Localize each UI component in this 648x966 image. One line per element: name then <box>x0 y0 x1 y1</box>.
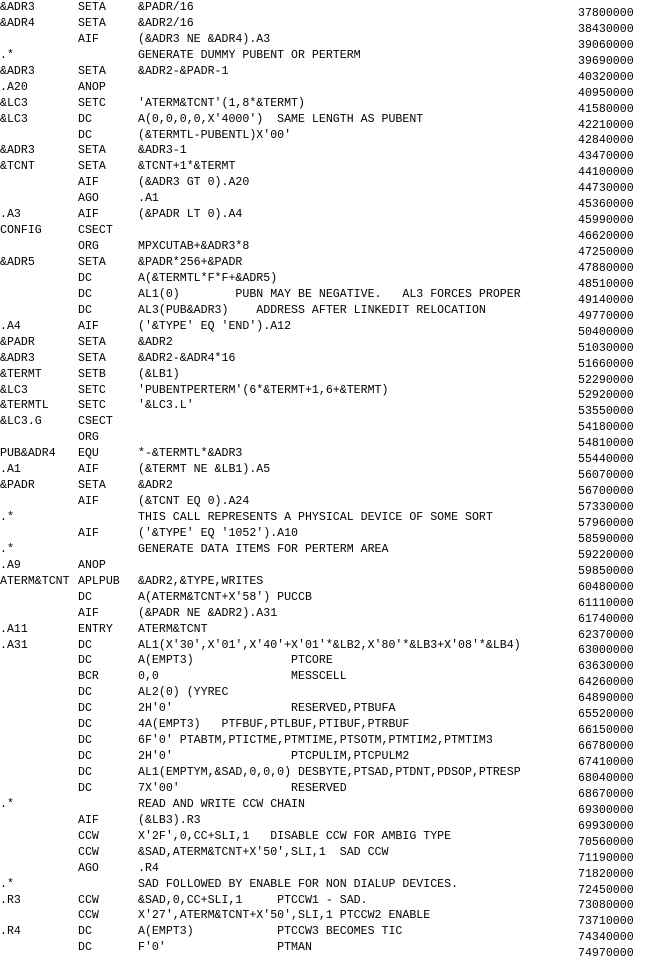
line-sequence-number: 64890000 <box>578 692 634 706</box>
line-operand: 2H'0' RESERVED,PTBUFA <box>138 702 396 716</box>
line-operand: (&ADR3 GT 0).A20 <box>138 176 250 190</box>
line-label: .A9 <box>0 558 21 572</box>
line-operation: SETB <box>78 367 106 381</box>
line-sequence-number: 53550000 <box>578 405 634 419</box>
source-line <box>0 574 648 594</box>
source-line <box>0 64 648 84</box>
line-label: .* <box>0 542 14 556</box>
line-operation: AIF <box>78 606 99 620</box>
source-line <box>0 367 648 387</box>
line-sequence-number: 56700000 <box>578 485 634 499</box>
line-operation: DC <box>78 734 92 748</box>
line-sequence-number: 61110000 <box>578 596 634 610</box>
line-sequence-number: 65520000 <box>578 708 634 722</box>
line-sequence-number: 66150000 <box>578 724 634 738</box>
line-operation: CCW <box>78 893 99 907</box>
line-operation: DC <box>78 750 92 764</box>
line-operation: DC <box>78 271 92 285</box>
line-operand: GENERATE DUMMY PUBENT OR PERTERM <box>138 48 361 62</box>
source-line <box>0 924 648 945</box>
line-operand: (&LB3).R3 <box>138 813 201 827</box>
line-sequence-number: 68670000 <box>578 787 634 801</box>
source-line <box>0 861 648 881</box>
line-operand: AL1(0) PUBN MAY BE NEGATIVE. AL3 FORCES PROPER <box>138 287 521 301</box>
source-line <box>0 462 648 483</box>
line-sequence-number: 54810000 <box>578 437 634 451</box>
line-sequence-number: 45360000 <box>578 198 634 212</box>
line-operation: SETA <box>78 1 106 14</box>
source-line <box>0 669 648 690</box>
source-line <box>0 749 648 770</box>
line-operand: 2H'0' PTCPULIM,PTCPULM2 <box>138 750 410 764</box>
line-operand: A(EMPT3) PTCORE <box>138 654 333 668</box>
line-label: &LC3 <box>0 112 28 126</box>
line-operand: (&TERMT NE &LB1).A5 <box>138 463 271 477</box>
source-line <box>0 303 648 323</box>
source-line <box>0 414 648 435</box>
line-sequence-number: 63000000 <box>578 644 634 658</box>
source-line <box>0 128 648 148</box>
line-operation: AIF <box>78 319 99 333</box>
line-operand: 'ATERM&TCNT'(1,8*&TERMT) <box>138 96 305 110</box>
line-sequence-number: 57330000 <box>578 501 634 515</box>
line-sequence-number: 62370000 <box>578 628 634 642</box>
source-line <box>0 319 648 339</box>
source-line <box>0 638 648 658</box>
line-sequence-number: 44100000 <box>578 166 634 180</box>
line-sequence-number: 37800000 <box>578 6 634 20</box>
line-label: CONFIG <box>0 224 42 238</box>
source-line <box>0 765 648 785</box>
line-operation: BCR <box>78 670 99 684</box>
line-sequence-number: 39690000 <box>578 54 634 68</box>
line-operation: DC <box>78 128 92 142</box>
line-operation: DC <box>78 287 92 301</box>
line-sequence-number: 52920000 <box>578 389 634 403</box>
line-label: .A3 <box>0 208 21 222</box>
source-line <box>0 733 648 754</box>
line-sequence-number: 71820000 <box>578 867 634 881</box>
line-label: &ADR3 <box>0 144 35 158</box>
line-label: .* <box>0 877 14 891</box>
line-operation: APLPUB <box>78 574 120 588</box>
source-line <box>0 16 648 36</box>
source-line <box>0 96 648 116</box>
line-operation: DC <box>78 686 92 700</box>
line-sequence-number: 60480000 <box>578 580 634 594</box>
line-sequence-number: 58590000 <box>578 532 634 546</box>
line-operand: 4A(EMPT3) PTFBUF,PTLBUF,PTIBUF,PTRBUF <box>138 718 410 732</box>
line-sequence-number: 71190000 <box>578 851 634 865</box>
line-operand: SAD FOLLOWED BY ENABLE FOR NON DIALUP DEVICES. <box>138 877 459 891</box>
source-line <box>0 558 648 578</box>
line-operand: 'PUBENTPERTERM'(6*&TERMT+1,6+&TERMT) <box>138 383 389 397</box>
line-operand: *-&TERMTL*&ADR3 <box>138 447 243 461</box>
line-operation: CCW <box>78 845 99 859</box>
line-operand: (&PADR LT 0).A4 <box>138 208 243 222</box>
line-sequence-number: 69300000 <box>578 803 634 817</box>
line-sequence-number: 42840000 <box>578 134 634 148</box>
line-label: &ADR5 <box>0 256 35 269</box>
line-label: &TERMT <box>0 367 42 381</box>
line-sequence-number: 47250000 <box>578 246 634 260</box>
line-operation: CSECT <box>78 224 113 238</box>
line-operand: (&ADR3 NE &ADR4).A3 <box>138 32 271 46</box>
source-line <box>0 685 648 706</box>
line-operation: AIF <box>78 813 99 827</box>
source-line <box>0 908 648 929</box>
line-sequence-number: 73080000 <box>578 899 634 913</box>
line-operand: 0,0 MESSCELL <box>138 670 347 684</box>
line-sequence-number: 64260000 <box>578 676 634 690</box>
line-operand: READ AND WRITE CCW CHAIN <box>138 797 305 811</box>
line-sequence-number: 49140000 <box>578 293 634 307</box>
line-operation: DC <box>78 112 92 126</box>
source-line <box>0 845 648 865</box>
line-operation: DC <box>78 638 92 652</box>
line-operand: .R4 <box>138 861 159 875</box>
line-operand: &PADR/16 <box>138 1 194 14</box>
source-line <box>0 271 648 291</box>
line-label: .A1 <box>0 463 21 477</box>
line-operand: MPXCUTAB+&ADR3*8 <box>138 240 250 254</box>
source-line <box>0 239 648 260</box>
line-operand: &SAD,0,CC+SLI,1 PTCCW1 - SAD. <box>138 893 368 907</box>
line-label: &LC3.G <box>0 415 42 429</box>
line-operation: SETA <box>78 160 106 174</box>
line-label: .* <box>0 797 14 811</box>
line-operand: ('&TYPE' EQ '1052').A10 <box>138 526 299 540</box>
line-sequence-number: 40950000 <box>578 86 634 100</box>
line-operation: SETA <box>78 335 106 349</box>
line-sequence-number: 72450000 <box>578 883 634 897</box>
line-operation: DC <box>78 702 92 716</box>
line-label: &TCNT <box>0 160 35 174</box>
line-sequence-number: 43470000 <box>578 150 634 164</box>
line-operand: F'0' PTMAN <box>138 941 312 955</box>
line-operand: ('&TYPE' EQ 'END').A12 <box>138 319 292 333</box>
source-line <box>0 494 648 515</box>
line-operation: SETA <box>78 64 106 78</box>
source-line <box>0 653 648 674</box>
line-sequence-number: 44730000 <box>578 182 634 196</box>
line-sequence-number: 56070000 <box>578 469 634 483</box>
line-operand: (&PADR NE &ADR2).A31 <box>138 606 278 620</box>
line-sequence-number: 51030000 <box>578 341 634 355</box>
line-operation: SETA <box>78 144 106 158</box>
line-operand: &ADR2,&TYPE,WRITES <box>138 574 264 588</box>
line-operation: DC <box>78 718 92 732</box>
line-sequence-number: 51660000 <box>578 357 634 371</box>
line-operation: AGO <box>78 861 99 875</box>
line-operand: .A1 <box>138 192 159 206</box>
line-operation: ANOP <box>78 80 106 94</box>
line-operation: ORG <box>78 240 99 254</box>
line-label: .* <box>0 48 14 62</box>
line-sequence-number: 48510000 <box>578 277 634 291</box>
line-operation: EQU <box>78 447 99 461</box>
source-line <box>0 829 648 849</box>
line-operation: ENTRY <box>78 622 113 636</box>
line-label: .A11 <box>0 622 28 636</box>
source-line <box>0 0 648 20</box>
line-label: .R4 <box>0 925 21 939</box>
line-operand: &ADR2 <box>138 335 173 349</box>
line-operand: X'2F',0,CC+SLI,1 DISABLE CCW FOR AMBIG TYPE <box>138 829 452 843</box>
line-sequence-number: 45990000 <box>578 214 634 228</box>
line-sequence-number: 67410000 <box>578 756 634 770</box>
source-line <box>0 717 648 738</box>
line-operation: SETA <box>78 256 106 269</box>
line-label: .A31 <box>0 638 28 652</box>
line-operand: AL1(X'30',X'01',X'40'+X'01'*&LB2,X'80'*&LB3+X'08'*&LB4) <box>138 638 521 652</box>
line-sequence-number: 54180000 <box>578 421 634 435</box>
line-operation: CCW <box>78 909 99 923</box>
line-operand: &PADR*256+&PADR <box>138 256 243 269</box>
line-operand: &SAD,ATERM&TCNT+X'50',SLI,1 SAD CCW <box>138 845 389 859</box>
line-label: &PADR <box>0 479 35 493</box>
source-line <box>0 781 648 801</box>
source-line <box>0 223 648 244</box>
line-operand: ATERM&TCNT <box>138 622 208 636</box>
line-sequence-number: 69930000 <box>578 819 634 833</box>
source-line <box>0 80 648 100</box>
line-sequence-number: 46620000 <box>578 230 634 244</box>
line-operation: ORG <box>78 431 99 445</box>
line-label: &TERMTL <box>0 399 49 413</box>
source-line <box>0 940 648 961</box>
line-sequence-number: 68040000 <box>578 771 634 785</box>
line-sequence-number: 47880000 <box>578 261 634 275</box>
line-operand: AL3(PUB&ADR3) ADDRESS AFTER LINKEDIT RELOCATION <box>138 303 486 317</box>
source-line <box>0 383 648 403</box>
source-line <box>0 797 648 817</box>
source-line <box>0 430 648 451</box>
line-sequence-number: 38430000 <box>578 22 634 36</box>
source-line <box>0 478 648 499</box>
line-label: &LC3 <box>0 383 28 397</box>
line-operation: DC <box>78 781 92 795</box>
line-operand: &ADR2 <box>138 479 173 493</box>
line-operand: AL1(EMPTYM,&SAD,0,0,0) DESBYTE,PTSAD,PTDNT,PDSOP,PTRESP <box>138 766 521 779</box>
line-operation: AGO <box>78 192 99 206</box>
line-operation: AIF <box>78 463 99 477</box>
line-sequence-number: 63630000 <box>578 660 634 674</box>
source-line <box>0 510 648 530</box>
line-sequence-number: 55440000 <box>578 453 634 467</box>
line-sequence-number: 57960000 <box>578 516 634 530</box>
source-line <box>0 32 648 52</box>
line-operation: SETA <box>78 16 106 30</box>
line-operation: AIF <box>78 208 99 222</box>
line-label: &LC3 <box>0 96 28 110</box>
line-operation: DC <box>78 941 92 955</box>
line-operand: AL2(0) (YYREC <box>138 686 229 700</box>
line-operation: AIF <box>78 32 99 46</box>
line-operand: &ADR2-&ADR4*16 <box>138 351 236 365</box>
line-operation: SETA <box>78 351 106 365</box>
line-operation: DC <box>78 766 92 779</box>
line-operand: 7X'00' RESERVED <box>138 781 347 795</box>
line-operation: SETC <box>78 399 106 413</box>
source-line <box>0 813 648 833</box>
line-operand: &ADR2/16 <box>138 16 194 30</box>
source-line <box>0 606 648 626</box>
line-sequence-number: 41580000 <box>578 102 634 116</box>
line-operand: A(&TERMTL*F*F+&ADR5) <box>138 271 278 285</box>
line-label: &ADR3 <box>0 64 35 78</box>
line-operation: SETA <box>78 479 106 493</box>
line-operand: GENERATE DATA ITEMS FOR PERTERM AREA <box>138 542 389 556</box>
source-line <box>0 446 648 467</box>
line-operation: SETC <box>78 383 106 397</box>
line-sequence-number: 49770000 <box>578 309 634 323</box>
line-operand: &TCNT+1*&TERMT <box>138 160 236 174</box>
line-operation: AIF <box>78 176 99 190</box>
source-line <box>0 701 648 722</box>
source-line <box>0 590 648 610</box>
line-label: &PADR <box>0 335 35 349</box>
source-line <box>0 287 648 307</box>
line-operation: AIF <box>78 526 99 540</box>
source-line <box>0 622 648 642</box>
line-sequence-number: 74340000 <box>578 931 634 945</box>
line-operand: A(0,0,0,0,X'4000') SAME LENGTH AS PUBENT <box>138 112 424 126</box>
line-sequence-number: 50400000 <box>578 325 634 339</box>
line-label: .R3 <box>0 893 21 907</box>
line-sequence-number: 66780000 <box>578 740 634 754</box>
line-operand: A(ATERM&TCNT+X'58') PUCCB <box>138 590 312 604</box>
source-line <box>0 191 648 212</box>
line-label: &ADR4 <box>0 16 35 30</box>
line-operand: (&TERMTL-PUBENTL)X'00' <box>138 128 292 142</box>
line-operation: DC <box>78 654 92 668</box>
line-label: .* <box>0 511 14 524</box>
line-sequence-number: 70560000 <box>578 835 634 849</box>
source-line <box>0 542 648 562</box>
line-sequence-number: 73710000 <box>578 915 634 929</box>
line-operand: X'27',ATERM&TCNT+X'50',SLI,1 PTCCW2 ENABLE <box>138 909 431 923</box>
line-operand: 6F'0' PTABTM,PTICTME,PTMTIME,PTSOTM,PTMTIM2,PTMTIM3 <box>138 734 493 748</box>
line-operand: (&TCNT EQ 0).A24 <box>138 495 250 509</box>
source-line <box>0 175 648 196</box>
line-sequence-number: 59220000 <box>578 548 634 562</box>
line-operation: DC <box>78 590 92 604</box>
line-label: .A4 <box>0 319 21 333</box>
source-line <box>0 143 648 164</box>
source-line <box>0 159 648 180</box>
line-operand: &ADR2-&PADR-1 <box>138 64 229 78</box>
line-label: ATERM&TCNT <box>0 574 70 588</box>
line-sequence-number: 42210000 <box>578 118 634 132</box>
line-operation: DC <box>78 925 92 939</box>
source-line <box>0 255 648 275</box>
line-operand: (&LB1) <box>138 367 180 381</box>
source-line <box>0 526 648 546</box>
line-operand: A(EMPT3) PTCCW3 BECOMES TIC <box>138 925 403 939</box>
line-operand: '&LC3.L' <box>138 399 194 413</box>
line-operation: CSECT <box>78 415 113 429</box>
source-line <box>0 112 648 132</box>
source-line <box>0 335 648 355</box>
line-operation: AIF <box>78 495 99 509</box>
line-sequence-number: 61740000 <box>578 612 634 626</box>
line-operation: SETC <box>78 96 106 110</box>
source-line <box>0 48 648 68</box>
line-operation: CCW <box>78 829 99 843</box>
line-operation: ANOP <box>78 558 106 572</box>
line-sequence-number: 52290000 <box>578 373 634 387</box>
line-label: &ADR3 <box>0 1 35 14</box>
line-operand: &ADR3-1 <box>138 144 187 158</box>
line-sequence-number: 59850000 <box>578 564 634 578</box>
line-sequence-number: 40320000 <box>578 70 634 84</box>
source-line <box>0 877 648 897</box>
source-line <box>0 351 648 371</box>
source-line <box>0 207 648 228</box>
line-label: &ADR3 <box>0 351 35 365</box>
line-operand: THIS CALL REPRESENTS A PHYSICAL DEVICE OF SOME SORT <box>138 511 493 524</box>
line-sequence-number: 39060000 <box>578 38 634 52</box>
source-line <box>0 893 648 913</box>
source-line <box>0 398 648 419</box>
line-sequence-number: 74970000 <box>578 947 634 961</box>
line-label: PUB&ADR4 <box>0 447 56 461</box>
line-operation: DC <box>78 303 92 317</box>
line-label: .A20 <box>0 80 28 94</box>
